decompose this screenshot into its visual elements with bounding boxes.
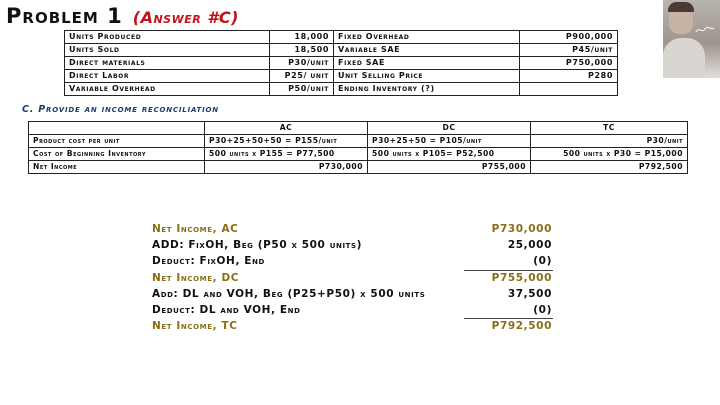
- subtotal-rule: [464, 270, 553, 271]
- column-header: AC: [205, 122, 368, 135]
- row-label: Cost of Beginning Inventory: [29, 148, 205, 161]
- row-label: Net Income: [29, 161, 205, 174]
- given-label: Direct materials: [65, 57, 270, 70]
- subtotal-rule: [464, 318, 553, 319]
- column-header: DC: [368, 122, 531, 135]
- presenter-photo: [663, 0, 720, 78]
- given-label: Unit Selling Price: [334, 70, 520, 83]
- given-label: Units Sold: [65, 44, 270, 57]
- recon-amount: 37,500: [507, 288, 552, 300]
- recon-line-add-fixoh: [152, 239, 552, 256]
- given-value: P280: [520, 70, 618, 83]
- table-row: [29, 135, 688, 148]
- recon-label: Net Income, TC: [152, 320, 238, 332]
- row-label: Product cost per unit: [29, 135, 205, 148]
- cell-ac: 500 units x P155 = P77,500: [205, 148, 368, 161]
- table-row: [29, 148, 688, 161]
- photo-hair: [668, 2, 694, 12]
- given-label: Ending Inventory (?): [334, 83, 520, 96]
- cell-tc: P792,500: [531, 161, 688, 174]
- column-header: TC: [531, 122, 688, 135]
- recon-amount: P792,500: [491, 320, 552, 332]
- given-label: Fixed Overhead: [334, 31, 520, 44]
- table-row: [65, 70, 618, 83]
- recon-amount: P755,000: [491, 272, 552, 284]
- recon-amount: 25,000: [507, 239, 552, 251]
- table-row: [65, 57, 618, 70]
- recon-label: Deduct: DL and VOH, End: [152, 304, 301, 316]
- recon-line-net-income-dc: [152, 272, 552, 289]
- given-value: P25/ unit: [270, 70, 334, 83]
- given-label: Direct Labor: [65, 70, 270, 83]
- recon-label: Net Income, DC: [152, 272, 240, 284]
- given-value: P50/unit: [270, 83, 334, 96]
- column-header: [29, 122, 205, 135]
- table-row: [65, 44, 618, 57]
- given-label: Variable Overhead: [65, 83, 270, 96]
- given-value: [520, 83, 618, 96]
- table-header-row: [29, 122, 688, 135]
- recon-amount: (0): [533, 304, 552, 316]
- cell-dc: 500 units x P105= P52,500: [368, 148, 531, 161]
- recon-label: Add: DL and VOH, Beg (P25+P50) x 500 units: [152, 288, 426, 300]
- cell-ac: P730,000: [205, 161, 368, 174]
- cell-dc: P755,000: [368, 161, 531, 174]
- recon-label: Net Income, AC: [152, 223, 239, 235]
- given-value: P30/unit: [270, 57, 334, 70]
- recon-line-net-income-ac: [152, 223, 552, 240]
- table-row: [29, 161, 688, 174]
- cell-ac: P30+25+50+50 = P155/unit: [205, 135, 368, 148]
- given-label: Variable SAE: [334, 44, 520, 57]
- cell-tc: P30/unit: [531, 135, 688, 148]
- table-row: [65, 31, 618, 44]
- given-value: P750,000: [520, 57, 618, 70]
- table-row: [65, 83, 618, 96]
- page-title: [6, 4, 239, 28]
- recon-label: Deduct: FixOH, End: [152, 255, 265, 267]
- given-value: 18,500: [270, 44, 334, 57]
- given-value: P45/unit: [520, 44, 618, 57]
- cell-dc: P30+25+50 = P105/unit: [368, 135, 531, 148]
- given-value: P900,000: [520, 31, 618, 44]
- recon-amount: (0): [533, 255, 552, 267]
- section-label: C. Provide an income reconciliation: [22, 104, 219, 115]
- given-data-table: [64, 30, 618, 96]
- recon-label: ADD: FixOH, Beg (P50 x 500 units): [152, 239, 363, 251]
- title-answer: (Answer #C): [132, 8, 239, 27]
- title-main: Problem 1: [6, 4, 123, 28]
- recon-amount: P730,000: [491, 223, 552, 235]
- given-label: Fixed SAE: [334, 57, 520, 70]
- signature-icon: [695, 25, 715, 35]
- given-label: Units Produced: [65, 31, 270, 44]
- reconciliation-table: [28, 121, 688, 174]
- recon-line-add-dl-voh: [152, 288, 552, 305]
- given-value: 18,000: [270, 31, 334, 44]
- cell-tc: 500 units x P30 = P15,000: [531, 148, 688, 161]
- recon-line-net-income-tc: [152, 320, 552, 337]
- photo-body: [663, 38, 705, 78]
